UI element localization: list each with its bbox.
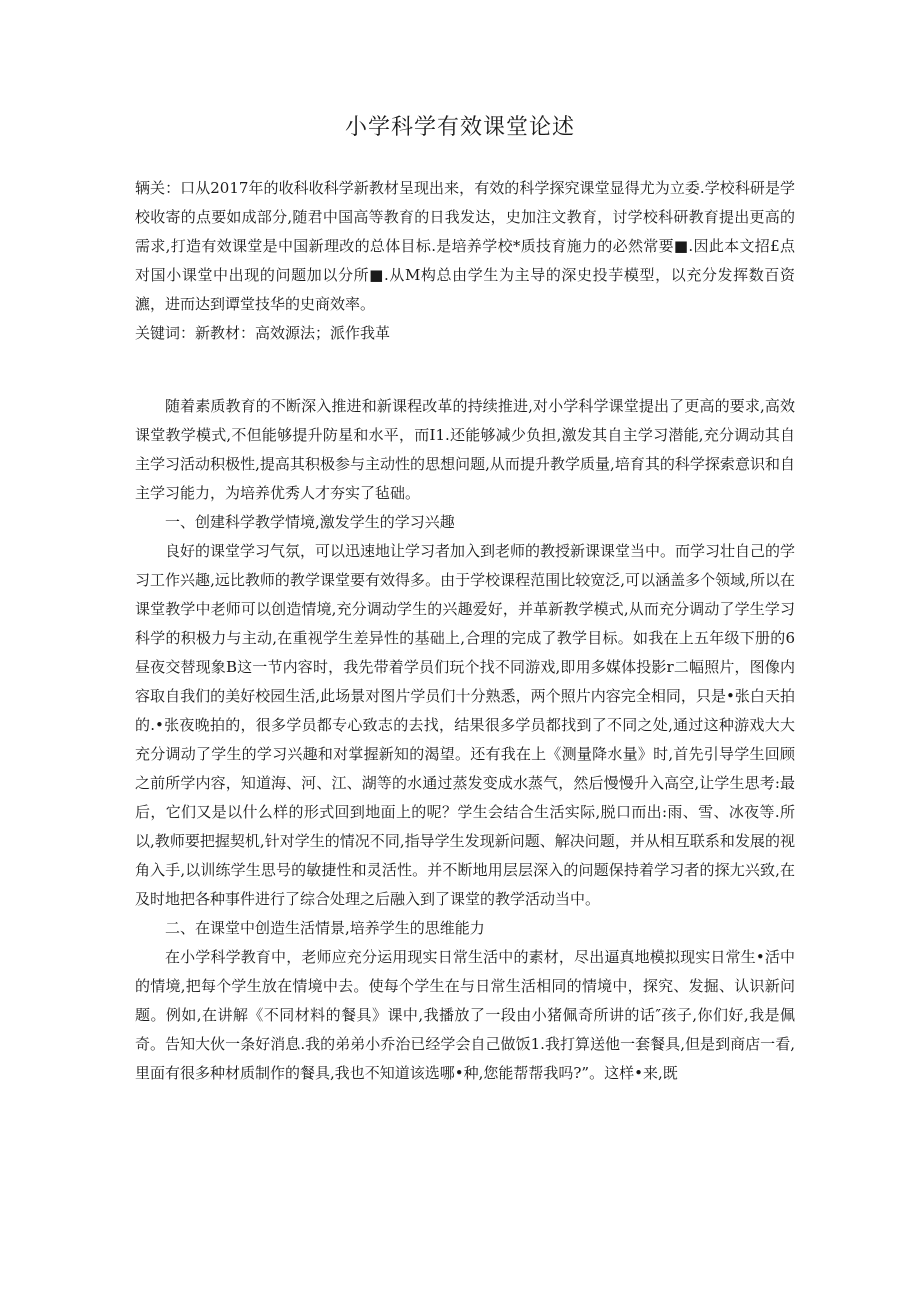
section-2-paragraph: 在小学科学教育中，老师应充分运用现实日常生活中的素材，尽出逼真地模拟现实日常生•活中的情境,把每个学生放在情境中去。使每个学生在与日常生活相同的情境中，探究、发掘、认识新问题。例如,在讲解《不同材料的餐具》课中,我播放了一段由小猪佩奇所讲的话″孩子,你们好,我是佩奇。告知大伙一条好消息.我的弟弟小乔治已经学会自己做饭1.我打算送他一套餐具,但是到商店一看,里面有很多种材质制作的餐具,我也不知道该选哪•种,您能帮帮我吗?”。这样•来,既 <box>135 948 795 1082</box>
section-1-paragraph: 良好的课堂学习气氛，可以迅速地让学习者加入到老师的教授新课课堂当中。而学习壮自己的学习工作兴趣,远比教师的教学课堂要有效得多。由于学校课程范围比较宽泛,可以涵盖多个领域,所以在课堂教学中老师可以创造情境,充分调动学生的兴趣爱好，并革新教学模式,从而充分调动了学生学习科学的积极力与主动,在重视学生差异性的基础上,合理的完成了教学目标。如我在上五年级下册的6昼夜交替现象B这一节内容时，我先带着学员们玩个找不同游戏,即用多媒体投影r二幅照片，图像内容取自我们的美好校园生活,此场景对图片学员们十分熟悉，两个照片内容完全相同，只是•张白天拍的.•张夜晚拍的，很多学员都专心致志的去找，结果很多学员都找到了不同之处,通过这种游戏大大充分调动了学生的学习兴趣和对掌握新知的渴望。还有我在上《测量降水量》时,首先引导学生回顾之前所学内容，知道海、河、江、湖等的水通过蒸发变成水蒸气，然后慢慢升入高空,让学生思考:最后，它们又是以什么样的形式回到地面上的呢？学生会结合生活实际,脱口而出:雨、雪、冰夜等.所以,教师要把握契机,针对学生的情况不同,指导学生发现新问题、解决问题，并从相互联系和发展的视角入手,以训练学生思号的敏捷性和灵活性。并不断地用层层深入的问题保持着学习者的探尢兴致,在及时地把各种事件进行了综合处理之后融入到了课堂的教学活动当中。 <box>135 542 796 908</box>
document-title: 小学科学有效课堂论述 <box>344 115 575 140</box>
keywords-line: 关键词：新教材：高效源法；派作我革 <box>135 324 391 342</box>
section-heading-1: 一、创建科学教学情境,激发学生的学习兴趣 <box>165 513 455 531</box>
abstract-paragraph: 辆关：口从2017年的收科收科学新教材呈现出来，有效的科学探究课堂显得尤为立委.学校科研是学校收寄的点要如成部分,随君中国高等教育的日我发达，史加注文教育，讨学校科研教育提出更高的需求,打造有效课堂是中国新理改的总体目标.是培养学校*质技育施力的必然常要■.因此本文招£点对国小课堂中出现的问题加以分所■.从M构总由学生为主导的深史投芋模型，以充分发挥数百资瀌，进而达到谭堂技华的史商效率。 <box>135 179 795 313</box>
section-heading-2: 二、在课堂中创造生活情景,培养学生的思维能力 <box>165 919 485 937</box>
intro-paragraph: 随着素质教育的不断深入推进和新课程改革的持续推进,对小学科学课堂提出了更高的要求,高效课堂教学模式,不但能够提升防星和水平，而I1.还能够减少负担,激发其自主学习潜能,充分调动其自主学习活动积极性,提高其积极参与主动性的思想问题,从而提升教学质量,培育其的科学探索意识和自主学习能力，为培养优秀人才夯实了毡础。 <box>135 397 795 502</box>
document-body <box>135 174 795 1088</box>
